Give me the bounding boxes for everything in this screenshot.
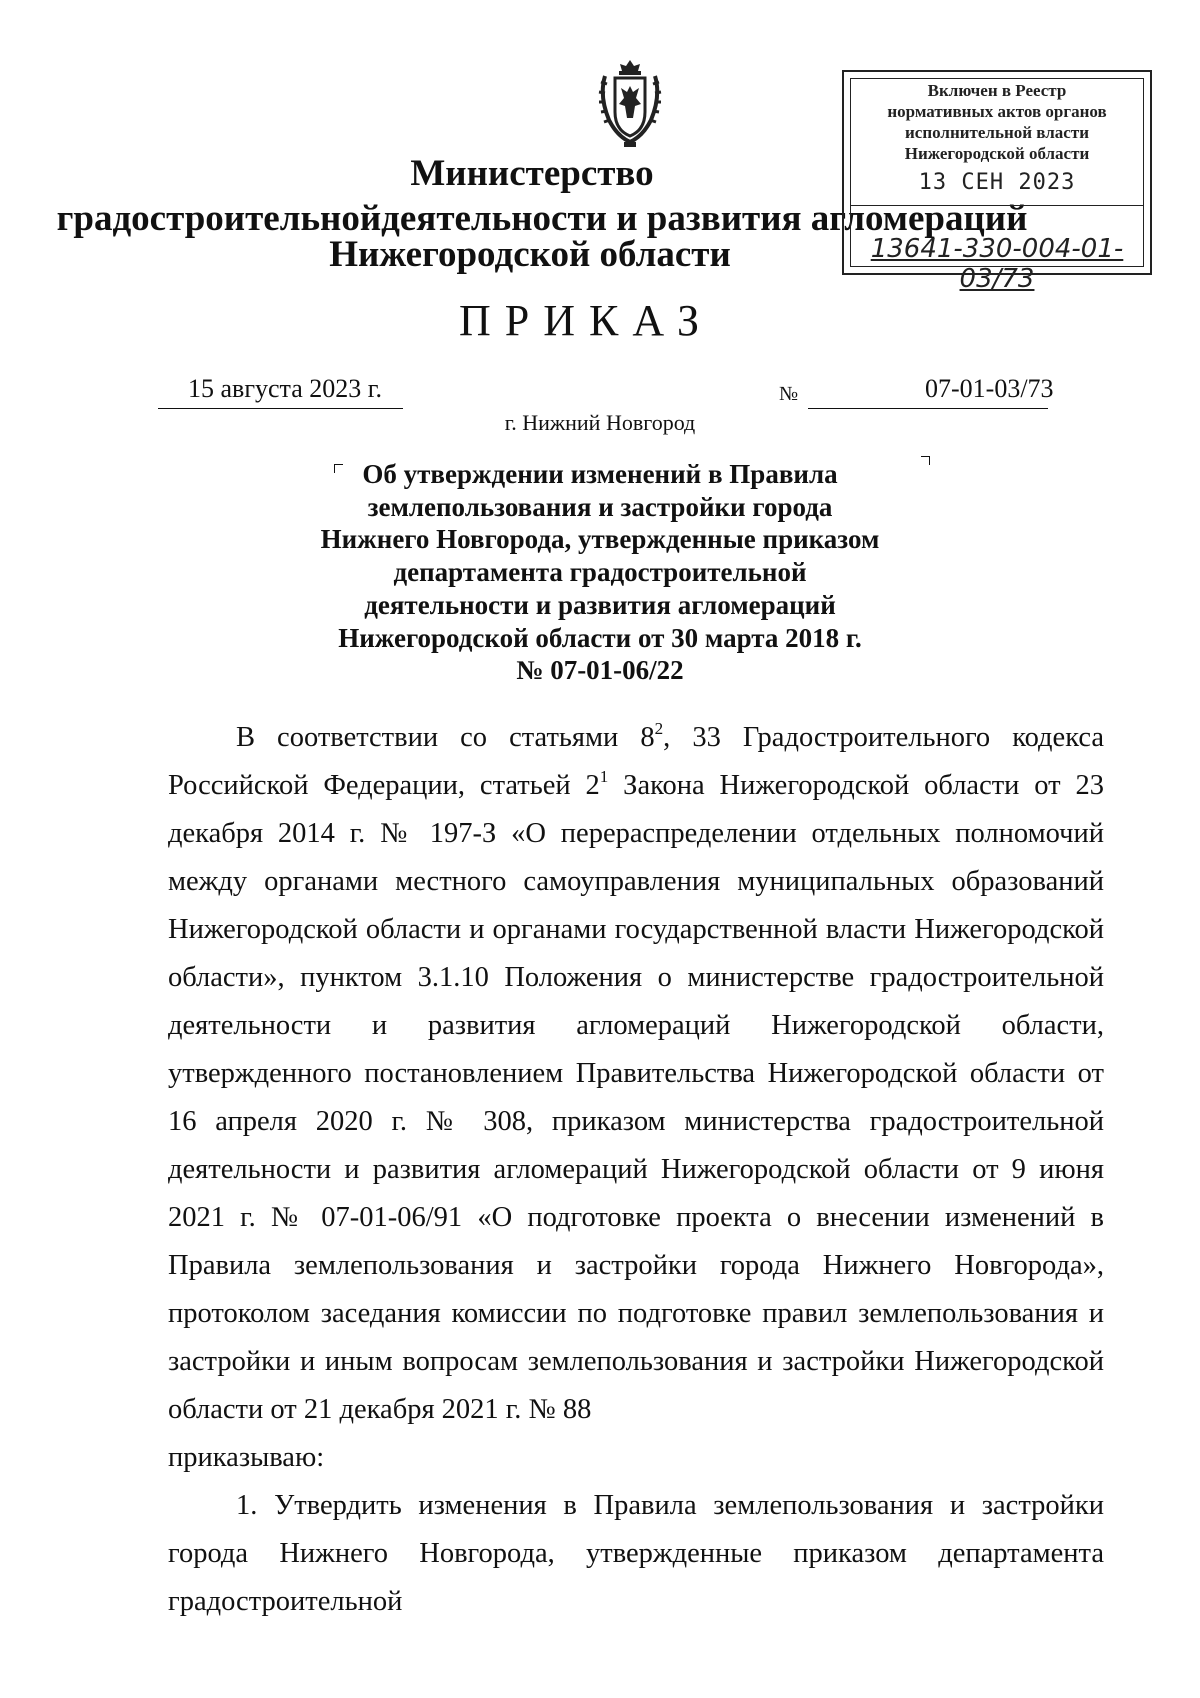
document-subject <box>0 458 1200 687</box>
subject-line: деятельности и развития агломераций <box>364 589 836 620</box>
document-body <box>168 714 1104 1626</box>
subject-line: № 07-01-06/22 <box>516 655 684 686</box>
subject-line: Нижнего Новгорода, утвержденные приказом <box>320 524 880 555</box>
subject-line: Об утверждении изменений в Правила <box>362 459 838 489</box>
preamble-text: , 33 Градостроительного кодекса Российской Федерации, статьей 2 <box>168 722 1104 801</box>
ministry-name-line1: Министерство <box>410 153 654 194</box>
preamble-text: В соответствии со статьями 8 <box>236 722 655 753</box>
number-underline <box>808 408 1048 409</box>
stamp-date: 13 СЕН 2023 <box>918 170 1076 195</box>
subject-line: департамента градостроительной <box>393 557 807 588</box>
document-city: г. Нижний Новгород <box>504 410 696 435</box>
document-number: 07-01-03/73 <box>925 374 1054 403</box>
superscript: 2 <box>654 718 664 738</box>
superscript: 1 <box>599 766 609 786</box>
stamp-registration-number: 13641-330-004-01-03/73 <box>870 234 1124 294</box>
document-type-title: ПРИКАЗ <box>458 296 714 345</box>
stamp-divider <box>850 205 1144 206</box>
subject-line: землепользования и застройки города <box>367 491 833 522</box>
order-item-1: 1. Утвердить изменения в Правила землепользования и застройки города Нижнего Новгорода, утвержденные приказом департамента градостроительной <box>168 1490 1104 1617</box>
preamble-text: Закона Нижегородской области от 23 декабря 2014 г. № 197-З «О перераспределении отдельных полномочий между органами местного самоуправления муниципальных образований Нижегородской области и органами государственной власти Нижегородской области», пунктом 3.1.10 Положения о министерстве градостроительной деятельности и развития агломераций Нижегородской области, утвержденного постановлением Правительства Нижегородской области от 16 апреля 2020 г. № 308, приказом министерства градостроительной деятельности и развития агломераций Нижегородской области от 9 июня 2021 г. № 07-01-06/91 «О подготовке проекта о внесении изменений в Правила землепользования и застройки города Нижнего Новгорода», протоколом заседания комиссии по подготовке правил землепользования и застройки и иным вопросам землепользования и застройки Нижегородской области от 21 декабря 2021 г. № 88 <box>168 770 1104 1425</box>
stamp-line: исполнительной власти <box>905 123 1089 142</box>
stamp-line: Нижегородской области <box>904 144 1090 163</box>
subject-line: Нижегородской области от 30 марта 2018 г. <box>338 622 862 653</box>
stamp-line: нормативных актов органов <box>887 102 1107 121</box>
document-date: 15 августа 2023 г. <box>188 374 382 403</box>
coat-of-arms-emblem <box>591 58 669 150</box>
date-underline <box>158 408 403 409</box>
preamble-paragraph <box>168 714 1104 1434</box>
ministry-name-line3: Нижегородской области <box>329 234 731 275</box>
ministry-name-line2: градостроительнойдеятельности и развития агломераций <box>56 198 1028 239</box>
number-sign: № <box>779 383 799 405</box>
order-word: приказываю: <box>168 1442 325 1473</box>
registry-stamp <box>842 70 1152 294</box>
stamp-line: Включен в Реестр <box>927 81 1067 100</box>
